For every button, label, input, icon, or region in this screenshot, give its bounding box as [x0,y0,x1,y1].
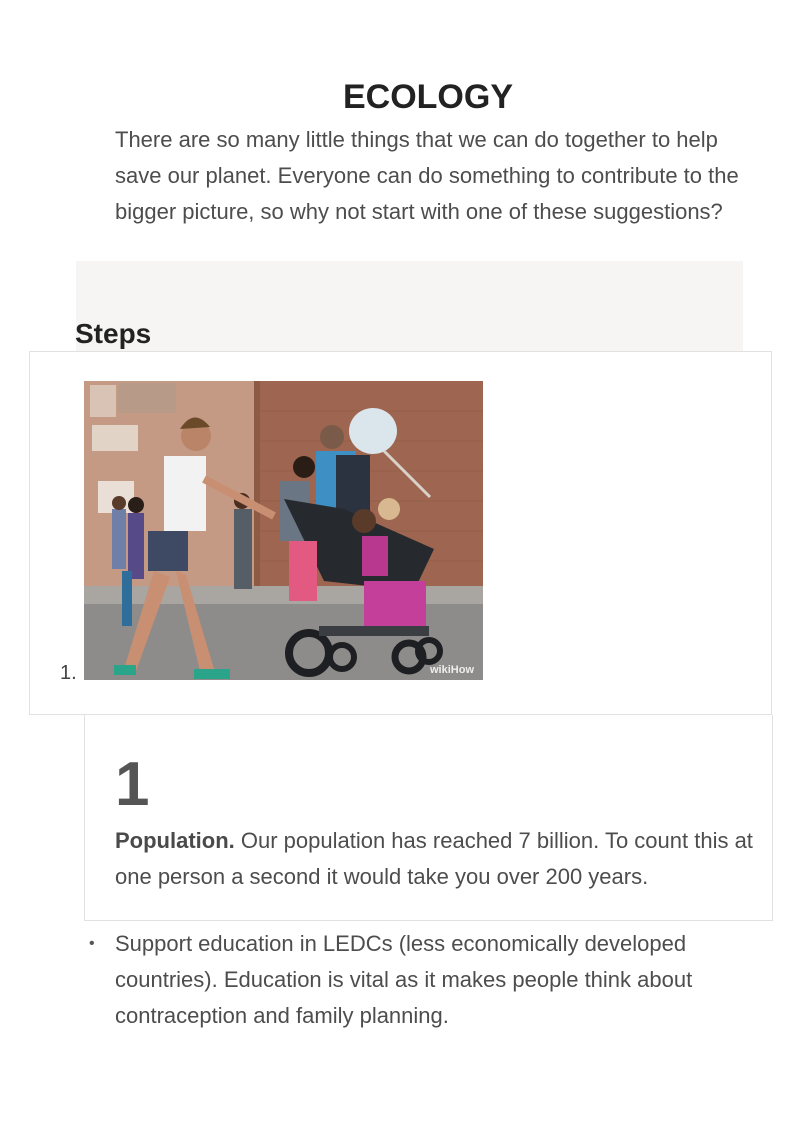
wikihow-watermark: wikiHow [430,664,475,676]
step-photo-illustration [84,381,483,680]
intro-paragraph: There are so many little things that we can do together to help save our planet. Everyone can do something to contribute to the bigger picture, so why not start with one of these suggestions? [115,127,739,224]
step-list-marker: 1. [60,662,77,684]
step-description [115,823,755,895]
step-body: Our population has reached 7 billion. To count this at one person a second it would take you over 200 years. [115,828,753,889]
bullet-icon: • [89,935,95,952]
intro-background-band [76,261,743,352]
bullet-text: Support education in LEDCs (less economically developed countries). Education is vital as it makes people think about contraception and family planning. [115,931,693,1028]
list-item [89,926,755,1034]
step-photo[interactable] [84,381,483,680]
step-number: 1 [115,750,150,819]
page-title: ECOLOGY [342,78,514,116]
steps-heading: Steps [75,318,152,349]
step-tips-list [89,926,755,1034]
step-title: Population. [115,828,235,853]
